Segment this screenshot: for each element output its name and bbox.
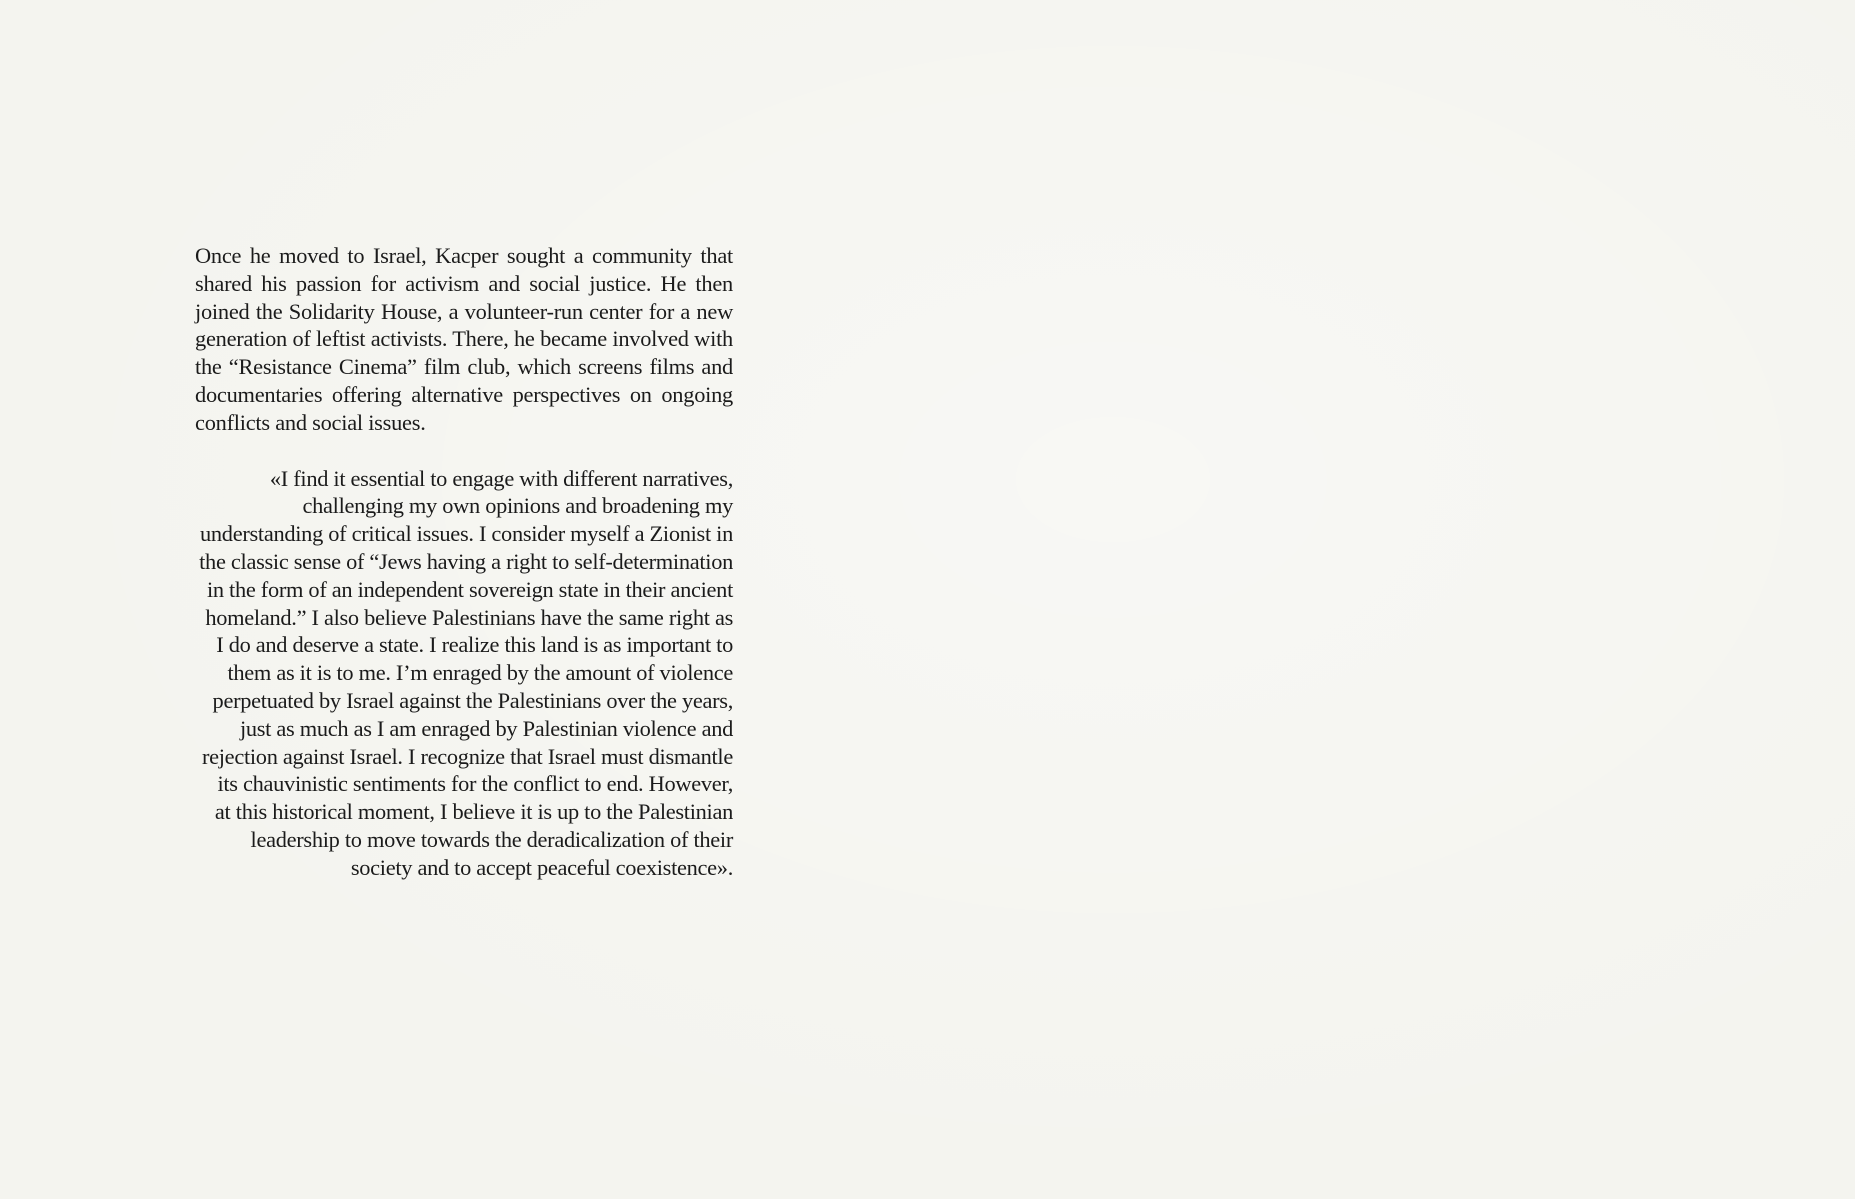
quote-line: rejection against Israel. I recognize that Israel must dismantle [201, 743, 733, 769]
quote-line: in the form of an independent sovereign state in their ancient [206, 576, 733, 602]
quote-line: them as it is to me. I’m enraged by the amount of violence [227, 660, 733, 686]
quote-line: society and to accept peaceful coexistence». [350, 854, 733, 880]
quote-line: leadership to move towards the deradicalization of their [250, 826, 733, 852]
quote-line: perpetuated by Israel against the Palestinians over the years, [212, 687, 733, 713]
quote-paragraph [195, 465, 733, 882]
intro-paragraph: Once he moved to Israel, Kacper sought a community that shared his passion for activism and social justice. He then joined the Solidarity House, a volunteer-run center for a new generation of leftist activists. There, he became involved with the “Resistance Cinema” film club, which screens films and documentaries offering alternative perspectives on ongoing conflicts and social issues. [195, 243, 733, 435]
quote-line: challenging my own opinions and broadening my [302, 493, 733, 519]
quote-line: «I find it essential to engage with different narratives, [269, 465, 733, 491]
quote-line: its chauvinistic sentiments for the conflict to end. However, [217, 771, 733, 797]
text-column [195, 242, 733, 882]
quote-line: just as much as I am enraged by Palestinian violence and [239, 715, 733, 741]
quote-line: at this historical moment, I believe it is up to the Palestinian [214, 799, 733, 825]
quote-line: the classic sense of “Jews having a right to self-determination [199, 548, 733, 574]
quote-line: I do and deserve a state. I realize this land is as important to [216, 632, 733, 658]
quote-line: homeland.” I also believe Palestinians have the same right as [205, 604, 733, 630]
quote-line: understanding of critical issues. I consider myself a Zionist in [200, 521, 733, 547]
